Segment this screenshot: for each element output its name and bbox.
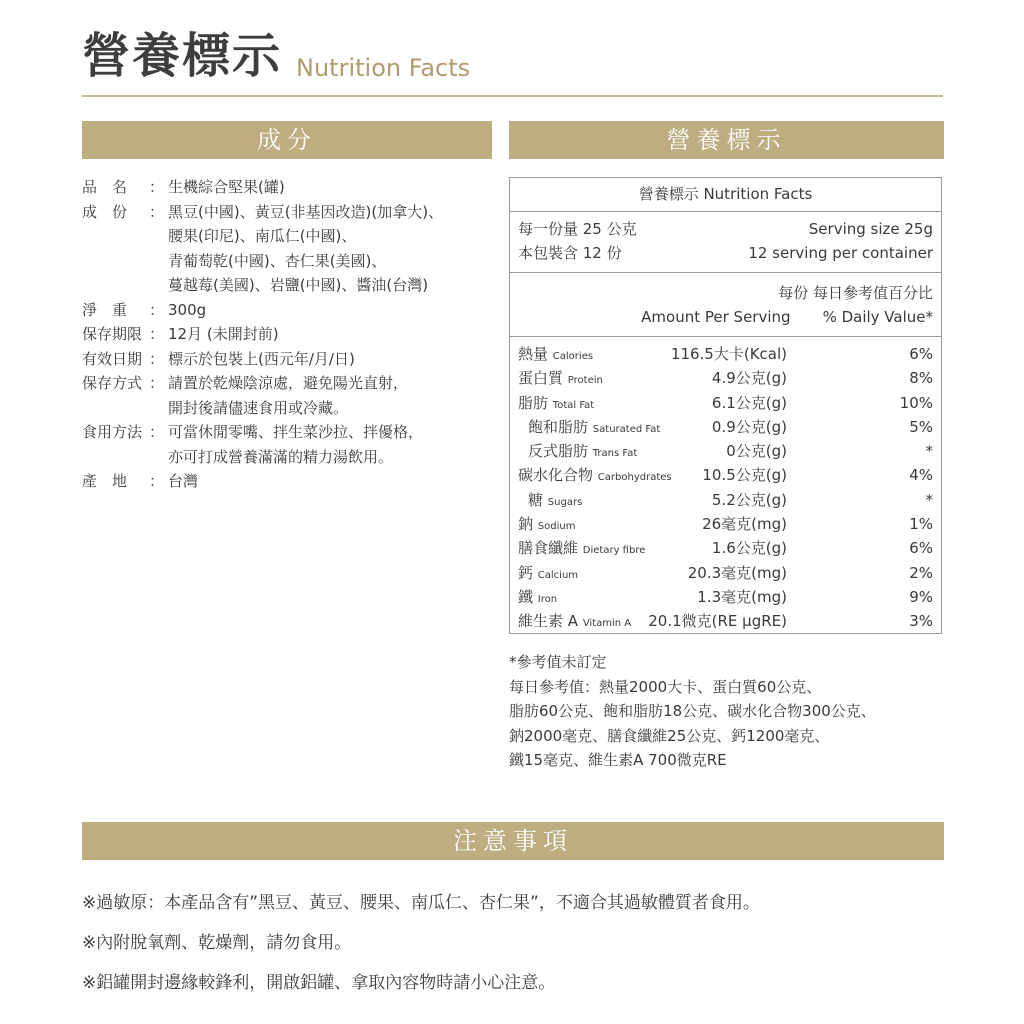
nutrition-facts-table xyxy=(509,177,942,634)
nutrient-name xyxy=(528,415,660,442)
ingredient-value-line: 生機綜合堅果(罐) xyxy=(168,178,285,196)
ingredient-label-text: 有效日期 xyxy=(82,349,143,368)
servings-per-container-en: 12 serving per container xyxy=(748,244,933,262)
ingredients-list xyxy=(82,175,502,494)
ingredient-label xyxy=(82,420,164,469)
page-title: 營養標示 xyxy=(82,28,283,84)
ingredient-value-line: 標示於包裝上(西元年/月/日) xyxy=(168,349,355,368)
ingredient-value xyxy=(164,200,502,298)
nutrient-name xyxy=(518,342,593,369)
nutrition-notes xyxy=(509,650,949,773)
nutrient-name-zh: 鐵 xyxy=(518,587,534,606)
nutrient-amount: 0.9公克(g) xyxy=(711,417,787,436)
nutrient-name-en: Carbohydrates xyxy=(597,472,672,484)
nutrient-row xyxy=(518,561,933,585)
nutrient-name-zh: 熱量 xyxy=(518,345,549,363)
nutrient-row xyxy=(518,512,933,536)
nutrient-row xyxy=(518,536,933,560)
nutrient-amount: 26毫克(mg) xyxy=(702,515,787,534)
label-colon: ： xyxy=(148,374,164,392)
label-colon: ： xyxy=(148,202,164,221)
label-colon: ： xyxy=(148,300,164,319)
nutrition-note-line: 脂肪60公克、飽和脂肪18公克、碳水化合物300公克、 xyxy=(509,702,876,720)
caution-item: ※鋁罐開封邊緣較鋒利，開啟鋁罐、拿取內容物時請小心注意。 xyxy=(82,973,556,993)
nutrient-name-en: Calcium xyxy=(537,569,579,581)
nutrient-row xyxy=(518,366,933,390)
ingredient-label xyxy=(82,347,164,372)
nutrient-daily-value: 10% xyxy=(899,393,933,412)
nutrient-amount: 20.3毫克(mg) xyxy=(687,563,787,582)
ingredient-label-text: 食用方法 xyxy=(82,423,143,441)
nutrient-name-zh: 脂肪 xyxy=(518,393,549,412)
nutrient-name-zh: 鈉 xyxy=(518,515,534,534)
ingredients-band: 成分 xyxy=(82,121,492,159)
nutrient-row xyxy=(518,415,933,439)
nutrient-row xyxy=(518,439,933,463)
page-subtitle: Nutrition Facts xyxy=(296,54,471,82)
nutrient-daily-value: 8% xyxy=(909,369,933,388)
nutrition-note-line: *參考值未訂定 xyxy=(509,653,607,671)
ingredient-label-text: 品 名 xyxy=(82,178,128,196)
nutrient-name-zh: 飽和脂肪 xyxy=(528,417,589,436)
nutrient-amount: 1.3毫克(mg) xyxy=(697,587,787,606)
nutrition-band: 營養標示 xyxy=(509,121,944,159)
nutrient-name-en: Protein xyxy=(567,375,603,387)
nutrient-daily-value: 5% xyxy=(909,417,933,436)
nf-table-title: 營養標示 Nutrition Facts xyxy=(510,178,941,212)
nutrient-name-en: Total Fat xyxy=(552,399,595,411)
nutrient-amount: 0公克(g) xyxy=(726,442,787,461)
title-divider xyxy=(82,95,943,97)
nutrient-name-zh: 鈣 xyxy=(518,563,534,582)
ingredient-label-text: 保存方式 xyxy=(82,374,143,392)
ingredient-value-line: 青葡萄乾(中國)、杏仁果(美國)、 xyxy=(168,251,387,270)
label-colon: ： xyxy=(148,472,164,490)
nutrient-amount: 1.6公克(g) xyxy=(711,539,787,558)
ingredient-value xyxy=(164,322,502,347)
nutrient-name xyxy=(528,488,582,515)
nutrient-amount: 6.1公克(g) xyxy=(711,393,787,412)
ingredient-label xyxy=(82,322,164,347)
ingredient-value-line: 台灣 xyxy=(168,472,199,490)
nutrient-name xyxy=(518,463,672,490)
ingredient-value xyxy=(164,469,502,494)
label-colon: ： xyxy=(148,349,164,368)
nutrient-daily-value: * xyxy=(925,490,933,509)
nutrient-daily-value: 6% xyxy=(909,345,933,363)
ingredient-value-line: 蔓越莓(美國)、岩鹽(中國)、醬油(台灣) xyxy=(168,276,429,294)
ingredient-value-line: 請置於乾燥陰涼處，避免陽光直射， xyxy=(168,374,409,392)
nutrition-note-line: 每日參考值：熱量2000大卡、蛋白質60公克、 xyxy=(509,677,822,696)
ingredient-row xyxy=(82,200,502,298)
nutrient-row xyxy=(518,488,933,512)
nutrient-name xyxy=(518,366,603,393)
ingredient-value-line: 腰果(印尼)、南瓜仁(中國)、 xyxy=(168,227,357,245)
nutrient-daily-value: 1% xyxy=(909,515,933,534)
ingredient-value-line: 可當休閒零嘴、拌生菜沙拉、拌優格， xyxy=(168,423,424,441)
nutrient-row xyxy=(518,391,933,415)
nutrient-daily-value: 9% xyxy=(909,587,933,606)
nutrient-amount: 116.5大卡(Kcal) xyxy=(670,345,787,363)
ingredient-label xyxy=(82,298,164,323)
ingredient-label-text: 淨 重 xyxy=(82,300,128,319)
nutrient-name xyxy=(518,561,578,588)
ingredient-row xyxy=(82,347,502,372)
nutrient-amount: 20.1微克(RE µgRE) xyxy=(648,612,787,631)
nutrition-note-line: 鐵15毫克、維生素A 700微克RE xyxy=(509,751,727,769)
nutrient-daily-value: 6% xyxy=(909,539,933,558)
nutrient-row xyxy=(518,342,933,366)
ingredient-value-line: 300g xyxy=(168,300,207,319)
nutrient-name-en: Saturated Fat xyxy=(592,423,661,435)
nf-amount-header xyxy=(510,281,941,337)
nutrient-daily-value: * xyxy=(925,442,933,461)
nutrient-row xyxy=(518,463,933,487)
nutrient-name xyxy=(518,609,631,636)
cautions-band: 注意事項 xyxy=(82,822,944,860)
ingredient-value-line: 亦可打成營養滿滿的精力湯飲用。 xyxy=(168,447,394,466)
nutrient-name xyxy=(518,391,594,418)
ingredient-value-line: 12月 (未開封前) xyxy=(168,325,279,343)
label-colon: ： xyxy=(148,178,164,196)
nutrient-name-en: Sodium xyxy=(537,521,576,533)
caution-item: ※內附脫氧劑、乾燥劑，請勿食用。 xyxy=(82,933,352,953)
serving-size-zh: 每一份量 25 公克 xyxy=(518,220,637,238)
caution-item: ※過敏原：本產品含有”黑豆、黃豆、腰果、南瓜仁、杏仁果”，不適合其過敏體質者食用。 xyxy=(82,893,760,913)
ingredient-value xyxy=(164,347,502,372)
label-colon: ： xyxy=(148,423,164,441)
label-colon: ： xyxy=(148,325,164,343)
ingredient-label-text: 成 份 xyxy=(82,202,128,221)
nutrient-name-en: Dietary fibre xyxy=(582,545,646,557)
amount-per-serving: Amount Per Serving xyxy=(641,308,791,326)
nutrient-name-en: Calories xyxy=(552,351,594,362)
nutrient-name-en: Iron xyxy=(537,593,558,605)
ingredient-row xyxy=(82,371,502,420)
nutrient-name-zh: 糖 xyxy=(528,490,544,509)
ingredient-row xyxy=(82,469,502,494)
nutrient-name xyxy=(528,439,637,466)
nutrient-daily-value: 3% xyxy=(909,612,933,631)
nutrient-daily-value: 4% xyxy=(909,466,933,485)
ingredient-row xyxy=(82,175,502,200)
ingredient-value xyxy=(164,420,502,469)
nf-rows xyxy=(510,337,941,634)
ingredient-value xyxy=(164,371,502,420)
serving-size-en: Serving size 25g xyxy=(808,220,933,238)
nutrient-name xyxy=(518,585,557,612)
nutrient-name-zh: 蛋白質 xyxy=(518,369,564,388)
ingredient-value xyxy=(164,175,502,200)
nutrient-name xyxy=(518,536,645,563)
cautions-list xyxy=(82,883,760,1003)
ingredient-label xyxy=(82,175,164,200)
nutrient-name-zh: 反式脂肪 xyxy=(528,442,589,461)
nutrient-name-zh: 維生素 A xyxy=(518,612,579,631)
ingredient-row xyxy=(82,420,502,469)
ingredient-value xyxy=(164,298,502,323)
nutrient-name-zh: 膳食纖維 xyxy=(518,539,579,558)
ingredient-label xyxy=(82,371,164,420)
nutrition-note-line: 鈉2000毫克、膳食纖維25公克、鈣1200毫克、 xyxy=(509,726,830,745)
ingredient-row xyxy=(82,298,502,323)
nutrient-daily-value: 2% xyxy=(909,563,933,582)
ingredient-value-line: 開封後請儘速食用或冷藏。 xyxy=(168,398,349,417)
nf-serving-section xyxy=(510,217,941,273)
ingredient-label xyxy=(82,469,164,494)
servings-per-container-zh: 本包裝含 12 份 xyxy=(518,244,622,262)
ingredient-label xyxy=(82,200,164,298)
daily-value-header: % Daily Value* xyxy=(822,308,933,326)
nutrient-name-en: Vitamin A xyxy=(582,618,632,630)
nutrient-amount: 5.2公克(g) xyxy=(711,490,787,509)
ingredient-row xyxy=(82,322,502,347)
ingredient-value-line: 黑豆(中國)、黃豆(非基因改造)(加拿大)、 xyxy=(168,202,444,221)
nutrient-name xyxy=(518,512,575,539)
per-serving-zh: 每份 每日參考值百分比 xyxy=(778,284,933,302)
nutrient-amount: 10.5公克(g) xyxy=(702,466,787,485)
ingredient-label-text: 保存期限 xyxy=(82,325,143,343)
nutrient-name-en: Trans Fat xyxy=(592,448,638,460)
nutrient-row xyxy=(518,609,933,633)
nutrient-name-en: Sugars xyxy=(547,496,583,508)
nutrient-name-zh: 碳水化合物 xyxy=(518,466,594,485)
ingredient-label-text: 產 地 xyxy=(82,472,128,490)
nutrient-amount: 4.9公克(g) xyxy=(711,369,787,388)
nutrient-row xyxy=(518,585,933,609)
